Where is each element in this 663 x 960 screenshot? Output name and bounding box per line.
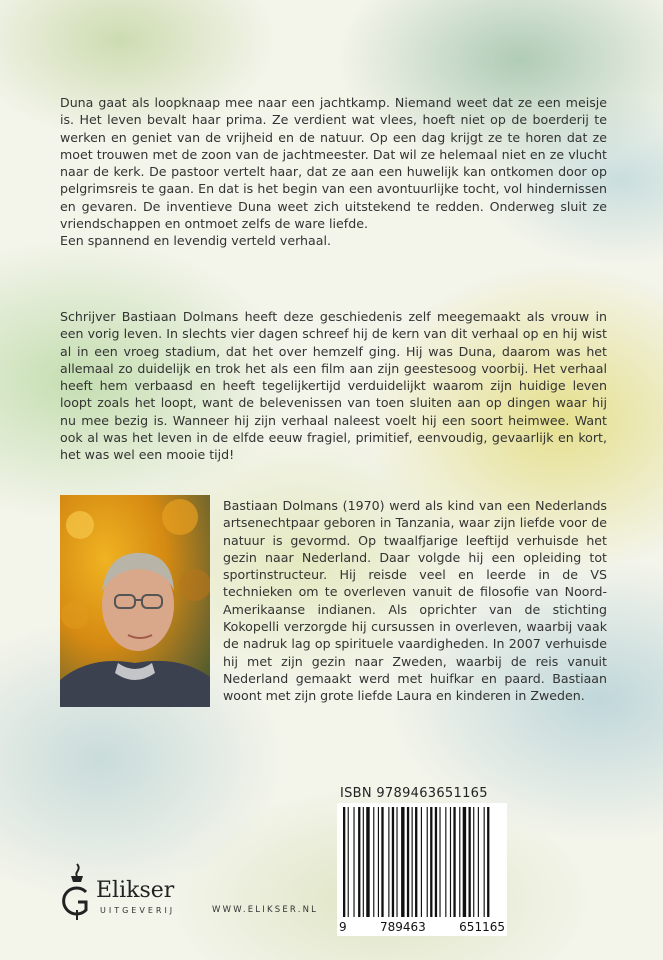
barcode-digit-group: 9: [339, 920, 347, 934]
barcode-bar: [407, 807, 409, 917]
barcode-bar: [412, 807, 413, 917]
barcode-bar: [427, 807, 428, 917]
blurb-tagline: Een spannend en levendig verteld verhaal.: [60, 233, 331, 249]
barcode-bar: [430, 807, 432, 917]
barcode-bar: [487, 807, 489, 917]
publisher-website: WWW.ELIKSER.NL: [212, 905, 319, 915]
barcode-bar: [358, 807, 360, 917]
barcode: [337, 803, 507, 920]
barcode-bar: [478, 807, 479, 917]
author-bio: [223, 497, 607, 705]
barcode-bar: [484, 807, 485, 917]
blurb-paragraph: Duna gaat als loopknaap mee naar een jachtkamp. Niemand weet dat ze een meisje is. Het leven bevalt haar prima. Ze verdient wat vlees, hoeft niet op de boerderij te werken en geniet van de vrijheid en de natuur. Op een dag krijgt ze te horen dat ze moet trouwen met de zoon van de jachtmeester. Dat wil ze helemaal niet en ze vlucht naar de kerk. De pastoor vertelt haar, dat ze aan een huwelijk kan ontkomen door op pelgrimsreis te gaan. En dat is het begin van een avontuurlijke tocht, vol hindernissen en gevaren. De inventieve Duna weet zich uitstekend te redden. Onderweg sluit ze vriendschappen en ontmoet zelfs de ware liefde.: [60, 95, 607, 232]
author-story-paragraph: Schrijver Bastiaan Dolmans heeft deze geschiedenis zelf meegemaakt als vrouw in een vorig leven. In slechts vier dagen schreef hij de kern van dit verhaal op en hij wist al in een vroeg stadium, dat het over hemzelf ging. Hij was Duna, daarom was het allemaal zo duidelijk en trok het als een film aan zijn geestesoog voorbij. Het verhaal heeft hem verbaasd en heeft tegelijkertijd verduidelijkt waarom zijn huidige leven loopt zoals het loopt, want de belevenissen van toen sluiten aan op dingen waar hij nu mee bezig is. Wanneer hij zijn verhaal naleest voelt hij een soort heimwee. Want ook al was het leven in de elfde eeuw fragiel, primitief, eenvoudig, gevaarlijk en kort, het was wel een mooie tijd!: [60, 309, 607, 463]
barcode-bar: [392, 807, 394, 917]
barcode-bar: [459, 807, 460, 917]
barcode-bar: [353, 807, 354, 917]
publisher-name: Elikser: [96, 878, 175, 903]
barcode-bar: [388, 807, 389, 917]
barcode-bar: [469, 807, 471, 917]
barcode-bar: [445, 807, 446, 917]
author-photo: [60, 495, 210, 707]
barcode-bar: [415, 807, 417, 917]
barcode-bar: [348, 807, 349, 917]
barcode-digit-group: 651165: [459, 920, 505, 934]
barcode-bar: [463, 807, 466, 917]
barcode-bar: [421, 807, 422, 917]
barcode-bar: [401, 807, 404, 917]
author-story: [60, 308, 607, 464]
barcode-bar: [373, 807, 374, 917]
isbn-label: ISBN 9789463651165: [340, 786, 488, 801]
barcode-digits: [337, 920, 507, 936]
barcode-bar: [453, 807, 455, 917]
book-blurb: [60, 94, 607, 250]
barcode-bar: [450, 807, 451, 917]
barcode-bar: [473, 807, 474, 917]
barcode-digit-group: 789463: [380, 920, 426, 934]
barcode-bar: [435, 807, 437, 917]
barcode-bar: [343, 807, 345, 917]
author-bio-paragraph: Bastiaan Dolmans (1970) werd als kind van een Nederlands artsenechtpaar geboren in Tanzania, waar zijn liefde voor de natuur is gevormd. Op twaalfjarige leeftijd verhuisde het gezin naar Nederland. Daar volgde hij een opleiding tot sportinstructeur. Hij reisde veel en leerde in de VS technieken om te overleven vanuit de filosofie van Noord-Amerikaanse indianen. Als oprichter van de stichting Kokopelli verzorgde hij cursussen in overleven, waarbij vaak de nadruk lag op spirituele vaardigheden. In 2007 verhuisde hij met zijn gezin naar Zweden, waarbij de reis vanuit Nederland gemaakt werd met huifkar en paard. Bastiaan woont met zijn grote liefde Laura en kinderen in Zweden.: [223, 498, 607, 704]
barcode-bar: [366, 807, 369, 917]
barcode-bar: [396, 807, 397, 917]
barcode-bar: [439, 807, 440, 917]
barcode-bar: [381, 807, 383, 917]
publisher-logo: [60, 862, 200, 924]
publisher-emblem-icon: [60, 862, 94, 922]
publisher-subtitle: UITGEVERIJ: [100, 906, 176, 915]
barcode-bar: [363, 807, 364, 917]
barcode-bar: [378, 807, 379, 917]
